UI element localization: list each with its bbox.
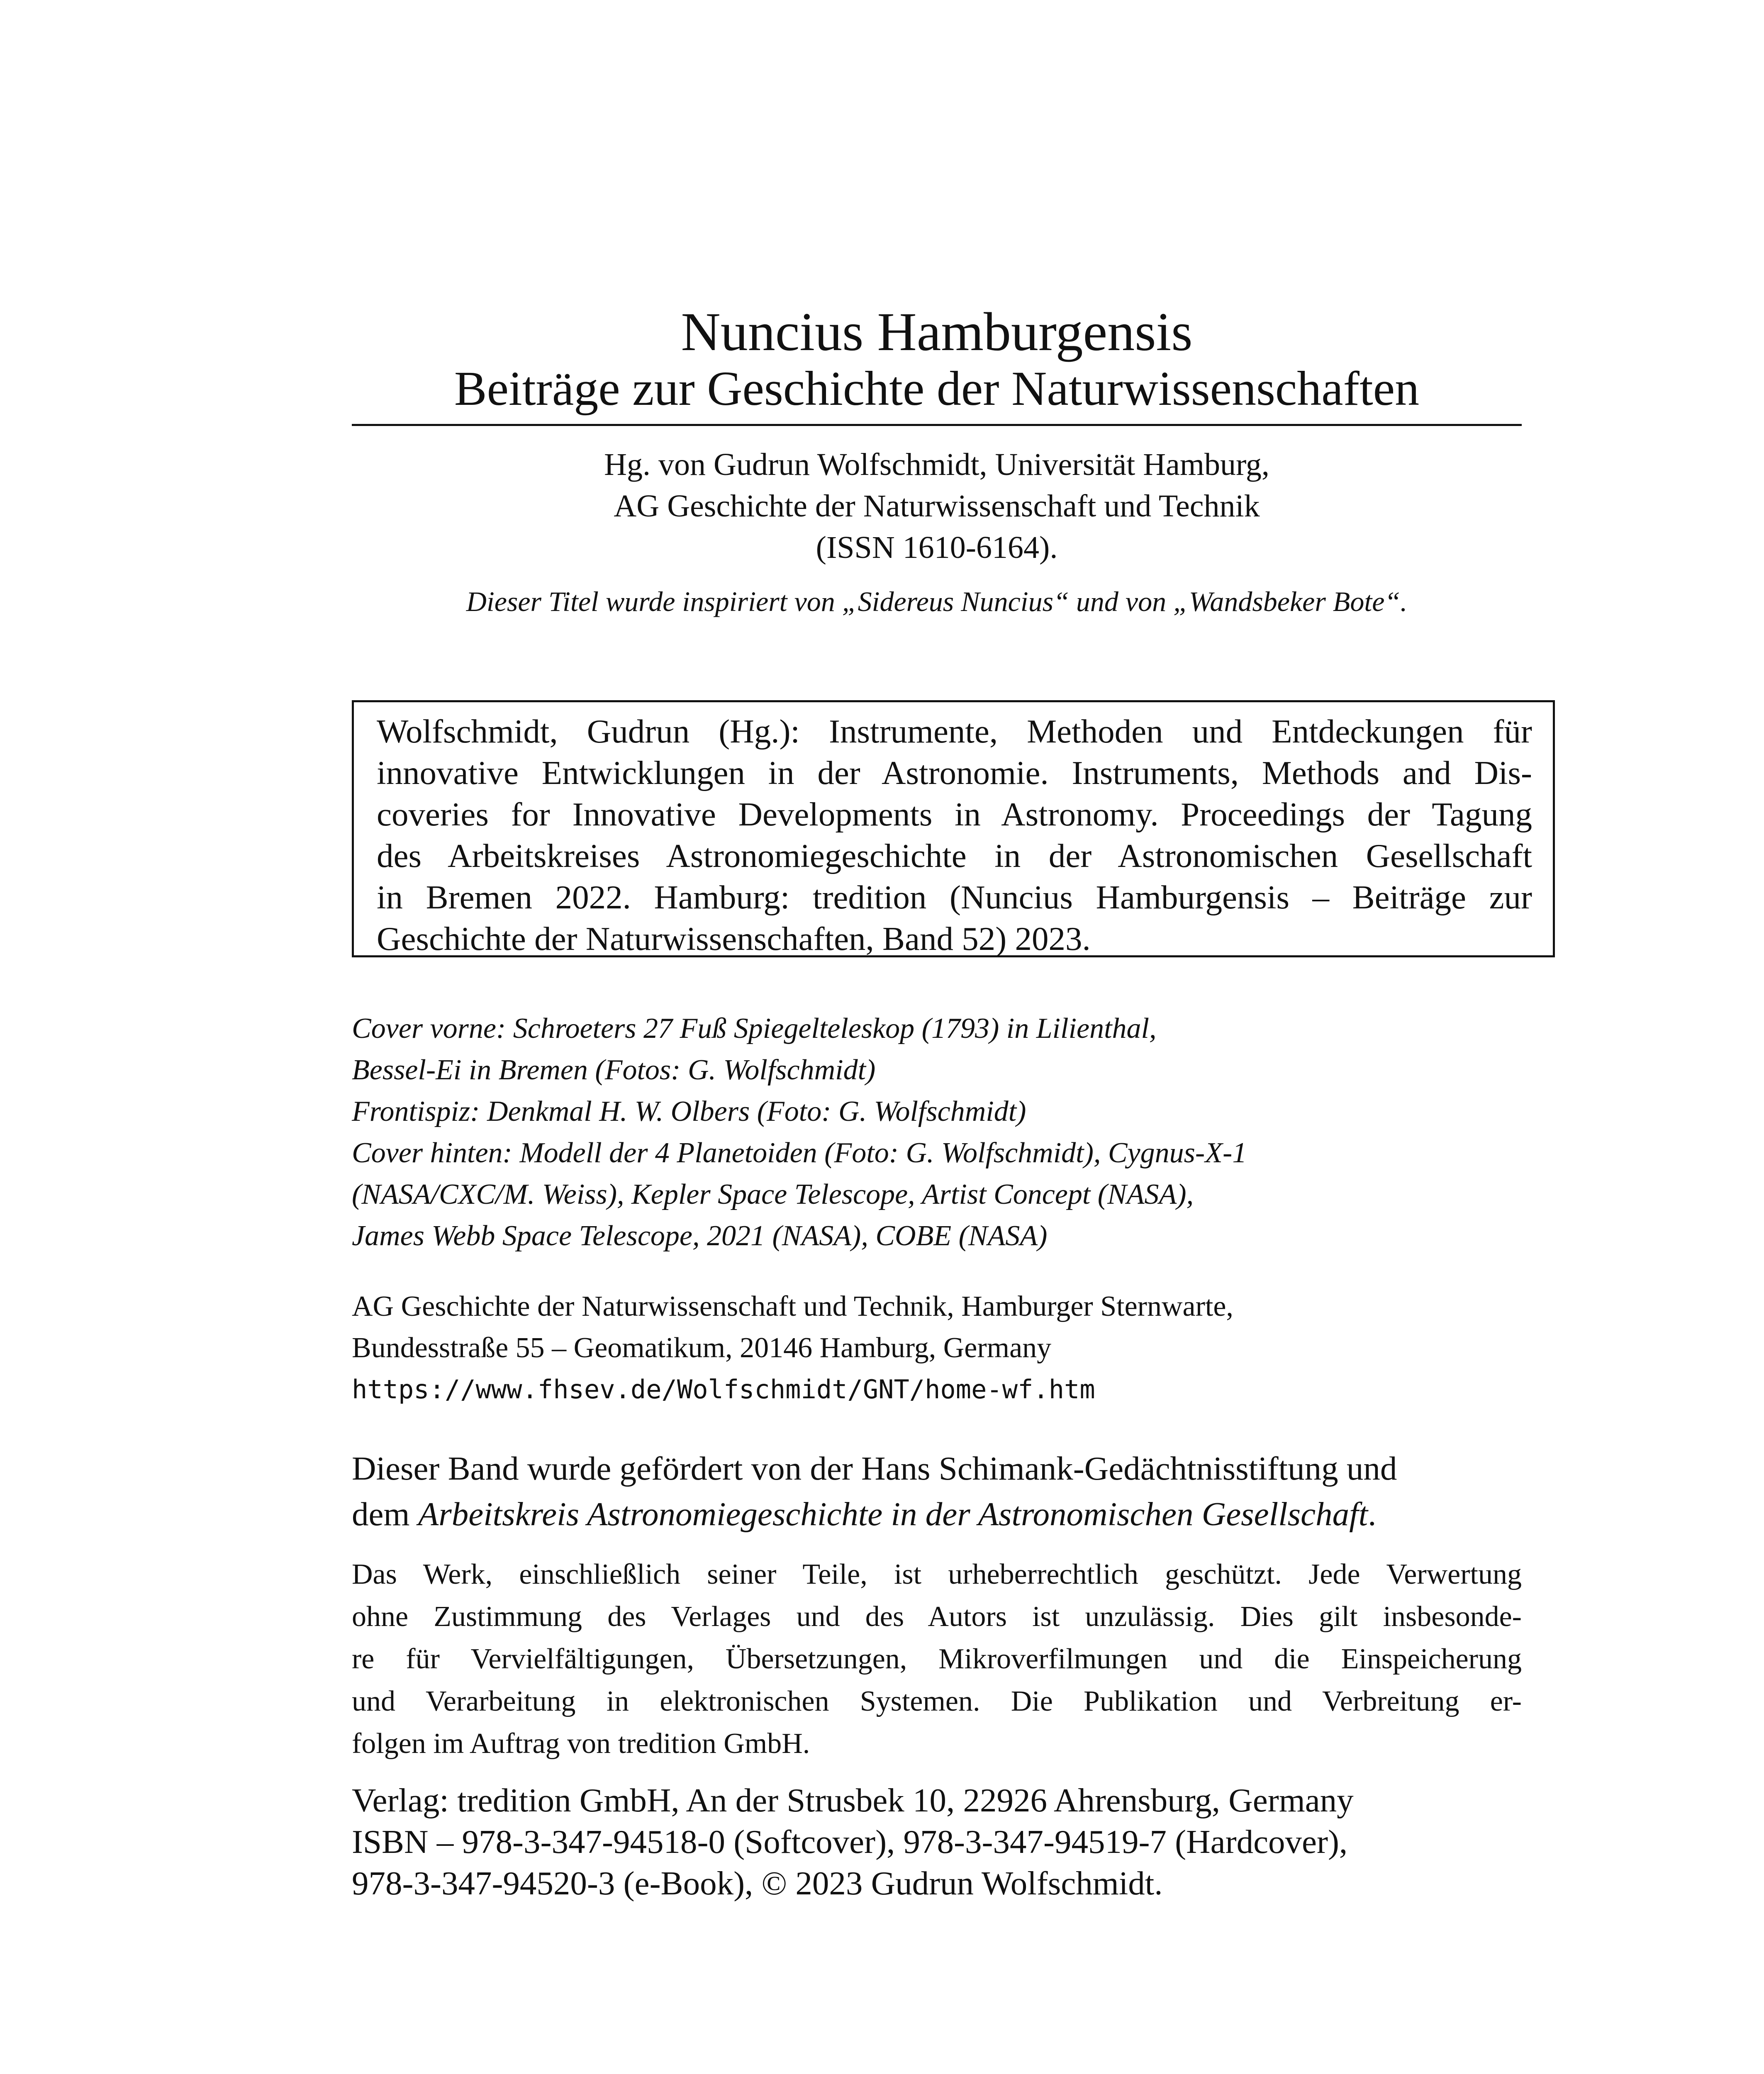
copyright-notice	[352, 1553, 1522, 1765]
editor-line: AG Geschichte der Naturwissenschaft und Technik	[614, 489, 1260, 523]
isbn-copyright-line: 978-3-347-94520-3 (e-Book), © 2023 Gudrun Wolfschmidt.	[352, 1865, 1163, 1902]
copyright-line: Das Werk, einschließlich seiner Teile, ist urheberrechtlich geschützt. Jede Verwertung	[352, 1558, 1522, 1590]
credit-line: Frontispiz: Denkmal H. W. Olbers (Foto: G. Wolfschmidt)	[352, 1095, 1026, 1127]
copyright-line: folgen im Auftrag von tredition GmbH.	[352, 1728, 810, 1760]
citation-line: coveries for Innovative Developments in Astronomy. Proceedings der Tagung	[377, 796, 1532, 833]
credit-line: Cover vorne: Schroeters 27 Fuß Spiegelteleskop (1793) in Lilienthal,	[352, 1013, 1157, 1044]
citation-line: Wolfschmidt, Gudrun (Hg.): Instrumente, Methoden und Entdeckungen für	[377, 713, 1532, 750]
institution-address	[352, 1286, 1555, 1410]
credit-line: (NASA/CXC/M. Weiss), Kepler Space Telescope, Artist Concept (NASA),	[352, 1178, 1194, 1210]
series-title: Nuncius Hamburgensis	[681, 301, 1193, 362]
citation-line: in Bremen 2022. Hamburg: tredition (Nuncius Hamburgensis – Beiträge zur	[377, 879, 1532, 916]
citation-line: innovative Entwicklungen in der Astronomie. Instruments, Methods and Dis-	[377, 754, 1532, 791]
title-rule	[352, 424, 1522, 426]
credit-line: Cover hinten: Modell der 4 Planetoiden (Foto: G. Wolfschmidt), Cygnus-X-1	[352, 1137, 1247, 1169]
copyright-line: ohne Zustimmung des Verlages und des Autors ist unzulässig. Dies gilt insbesonde-	[352, 1601, 1522, 1633]
editor-line: Hg. von Gudrun Wolfschmidt, Universität Hamburg,	[604, 447, 1269, 482]
copyright-line: und Verarbeitung in elektronischen Systemen. Die Publikation und Verbreitung er-	[352, 1685, 1522, 1717]
publisher-address: Verlag: tredition GmbH, An der Strusbek 10, 22926 Ahrensburg, Germany	[352, 1782, 1354, 1819]
credit-line: James Webb Space Telescope, 2021 (NASA), COBE (NASA)	[352, 1220, 1048, 1252]
website-link[interactable]: https://www.fhsev.de/Wolfschmidt/GNT/home-wf.htm	[352, 1374, 1095, 1405]
funding-note	[352, 1446, 1522, 1537]
funding-society-name: Arbeitskreis Astronomiegeschichte in der Astronomischen Gesellschaft	[418, 1495, 1368, 1533]
address-line: AG Geschichte der Naturwissenschaft und Technik, Hamburger Sternwarte,	[352, 1290, 1233, 1322]
citation-box	[352, 700, 1555, 957]
title-inspiration-note: Dieser Titel wurde inspiriert von „Sidereus Nuncius“ und von „Wandsbeker Bote“.	[466, 586, 1408, 617]
funding-line	[352, 1491, 1522, 1537]
funding-suffix: .	[1368, 1495, 1377, 1533]
cover-credits	[352, 1008, 1555, 1257]
isbn-line: ISBN – 978-3-347-94518-0 (Softcover), 978-3-347-94519-7 (Hardcover),	[352, 1823, 1348, 1860]
funding-line: Dieser Band wurde gefördert von der Hans Schimank-Gedächtnisstiftung und	[352, 1450, 1397, 1487]
credit-line: Bessel-Ei in Bremen (Fotos: G. Wolfschmidt)	[352, 1054, 876, 1086]
address-line: Bundesstraße 55 – Geomatikum, 20146 Hamburg, Germany	[352, 1332, 1052, 1364]
publisher-info	[352, 1779, 1555, 1904]
issn-line: (ISSN 1610-6164).	[816, 530, 1058, 565]
funding-prefix: dem	[352, 1495, 418, 1533]
copyright-line: re für Vervielfältigungen, Übersetzungen, Mikroverfilmungen und die Einspeicherung	[352, 1643, 1522, 1675]
citation-line: des Arbeitskreises Astronomiegeschichte in der Astronomischen Gesellschaft	[377, 837, 1532, 874]
editor-info	[352, 444, 1522, 568]
series-subtitle: Beiträge zur Geschichte der Naturwissenschaften	[454, 361, 1420, 416]
citation-line: Geschichte der Naturwissenschaften, Band 52) 2023.	[377, 920, 1091, 957]
